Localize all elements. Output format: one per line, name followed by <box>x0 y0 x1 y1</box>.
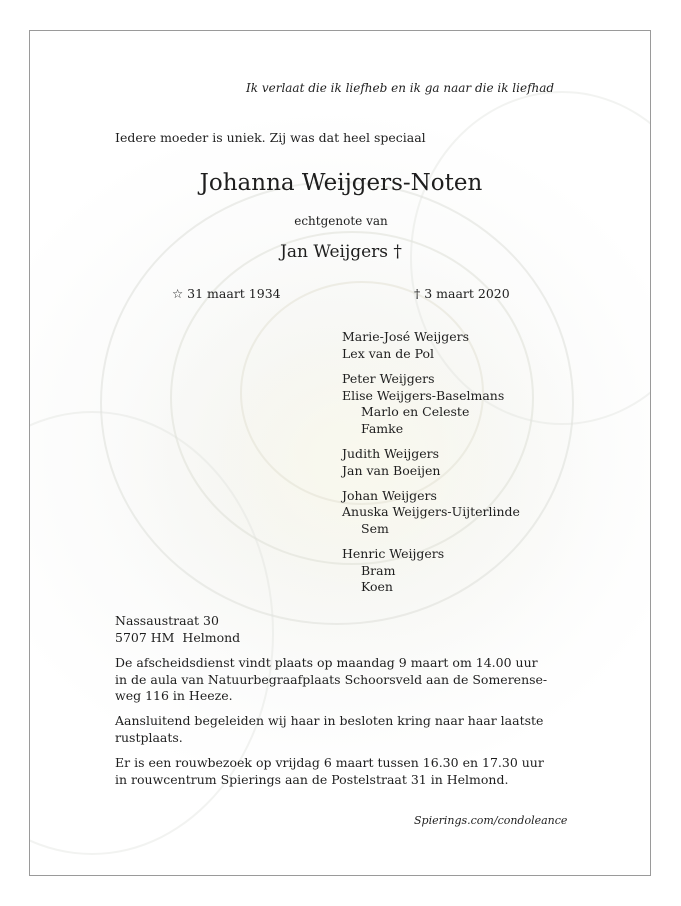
family-member: Marie-José Weijgers <box>342 329 470 344</box>
address-street: Nassaustraat 30 <box>115 613 219 628</box>
deceased-name: Johanna Weijgers-Noten <box>199 170 483 196</box>
grandchild: Koen <box>361 579 393 594</box>
death-date: † 3 maart 2020 <box>414 286 510 301</box>
condolence-link[interactable]: Spierings.com/condoleance <box>414 814 568 827</box>
birth-date: ☆ 31 maart 1934 <box>172 286 281 301</box>
family-member: Elise Weijgers-Baselmans <box>342 388 505 403</box>
burial-line: Aansluitend begeleiden wij haar in besloten kring naar haar laatste <box>115 713 544 728</box>
relation-text: echtgenote van <box>294 214 388 228</box>
address-city: 5707 HM Helmond <box>115 630 241 645</box>
family-member: Henric Weijgers <box>342 546 445 561</box>
family-member: Jan van Boeijen <box>342 463 441 478</box>
family-member: Lex van de Pol <box>342 346 435 361</box>
service-line: weg 116 in Heeze. <box>115 688 233 703</box>
grandchild: Famke <box>361 421 404 436</box>
visit-line: in rouwcentrum Spierings aan de Postelstraat 31 in Helmond. <box>115 772 509 787</box>
motto: Ik verlaat die ik liefheb en ik ga naar die ik liefhad <box>246 81 555 95</box>
family-member: Johan Weijgers <box>342 488 437 503</box>
grandchild: Sem <box>361 521 389 536</box>
family-member: Judith Weijgers <box>342 446 439 461</box>
obituary-card <box>29 30 651 876</box>
burial-line: rustplaats. <box>115 730 183 745</box>
service-line: in de aula van Natuurbegraafplaats Schoorsveld aan de Somerense- <box>115 672 548 687</box>
family-member: Peter Weijgers <box>342 371 435 386</box>
family-member: Anuska Weijgers-Uijterlinde <box>342 504 520 519</box>
grandchild: Marlo en Celeste <box>361 404 470 419</box>
intro-text: Iedere moeder is uniek. Zij was dat heel speciaal <box>115 130 426 145</box>
service-line: De afscheidsdienst vindt plaats op maandag 9 maart om 14.00 uur <box>115 655 538 670</box>
spouse-name: Jan Weijgers † <box>280 242 402 262</box>
visit-line: Er is een rouwbezoek op vrijdag 6 maart tussen 16.30 en 17.30 uur <box>115 755 544 770</box>
grandchild: Bram <box>361 563 396 578</box>
